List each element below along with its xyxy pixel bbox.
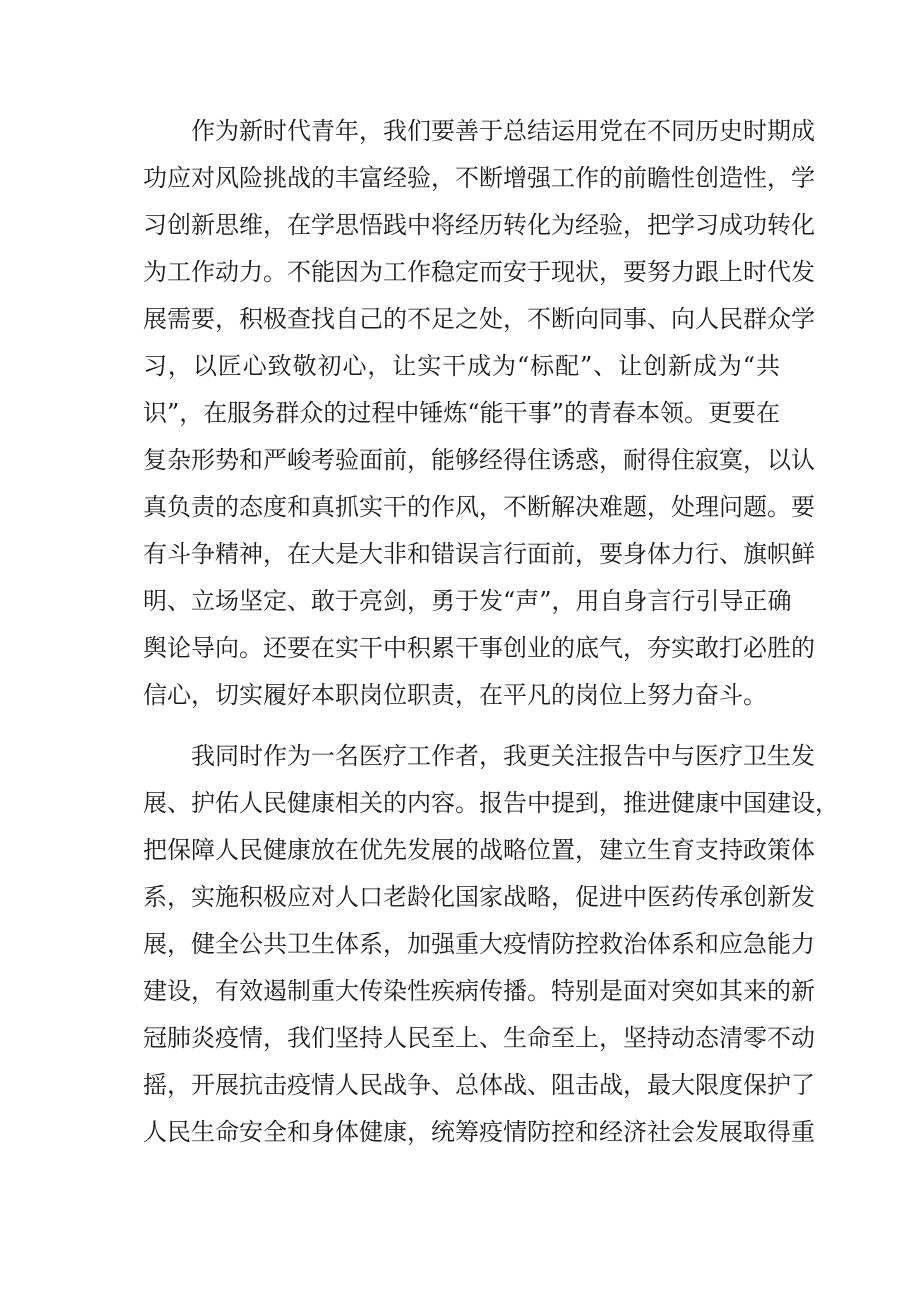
paragraph-line: 我同时作为一名医疗工作者，我更关注报告中与医疗卫生发	[191, 742, 815, 770]
paragraph-line: 把保障人民健康放在优先发展的战略位置，建立生育支持政策体	[143, 836, 815, 864]
paragraph-line: 为工作动力。不能因为工作稳定而安于现状，要努力跟上时代发	[143, 258, 815, 286]
paragraph-line: 建设，有效遏制重大传染性疾病传播。特别是面对突如其来的新	[143, 977, 815, 1005]
paragraph-line: 明、立场坚定、敢于亮剑，勇于发“声”，用自身言行引导正确	[143, 587, 792, 615]
paragraph-line: 人民生命安全和身体健康，统筹疫情防控和经济社会发展取得重	[143, 1118, 815, 1146]
paragraph-line: 展需要，积极查找自己的不足之处，不断向同事、向人民群众学	[143, 305, 815, 333]
paragraph-line: 习创新思维，在学思悟践中将经历转化为经验，把学习成功转化	[143, 211, 815, 239]
paragraph-line: 冠肺炎疫情，我们坚持人民至上、生命至上，坚持动态清零不动	[143, 1024, 815, 1052]
paragraph-line: 信心，切实履好本职岗位职责，在平凡的岗位上努力奋斗。	[143, 681, 767, 709]
paragraph-line: 展，健全公共卫生体系，加强重大疫情防控救治体系和应急能力	[143, 930, 815, 958]
paragraph-line: 有斗争精神，在大是大非和错误言行面前，要身体力行、旗帜鲜	[143, 540, 815, 568]
paragraph-line: 展、护佑人民健康相关的内容。报告中提到，推进健康中国建设，	[143, 789, 839, 817]
paragraph-line: 识”，在服务群众的过程中锤炼“能干事”的青春本领。更要在	[143, 399, 780, 427]
paragraph-line: 作为新时代青年，我们要善于总结运用党在不同历史时期成	[191, 117, 815, 145]
paragraph-line: 功应对风险挑战的丰富经验，不断增强工作的前瞻性创造性，学	[143, 164, 815, 192]
paragraph-line: 习，以匠心致敬初心，让实干成为“标配”、让创新成为“共	[143, 352, 780, 380]
paragraph-line: 系，实施积极应对人口老龄化国家战略，促进中医药传承创新发	[143, 883, 815, 911]
paragraph-line: 复杂形势和严峻考验面前，能够经得住诱惑，耐得住寂寞，以认	[143, 446, 815, 474]
paragraph-line: 摇，开展抗击疫情人民战争、总体战、阻击战，最大限度保护了	[143, 1071, 815, 1099]
paragraph-line: 舆论导向。还要在实干中积累干事创业的底气，夯实敢打必胜的	[143, 634, 815, 662]
paragraph-line: 真负责的态度和真抓实干的作风，不断解决难题，处理问题。要	[143, 493, 815, 521]
